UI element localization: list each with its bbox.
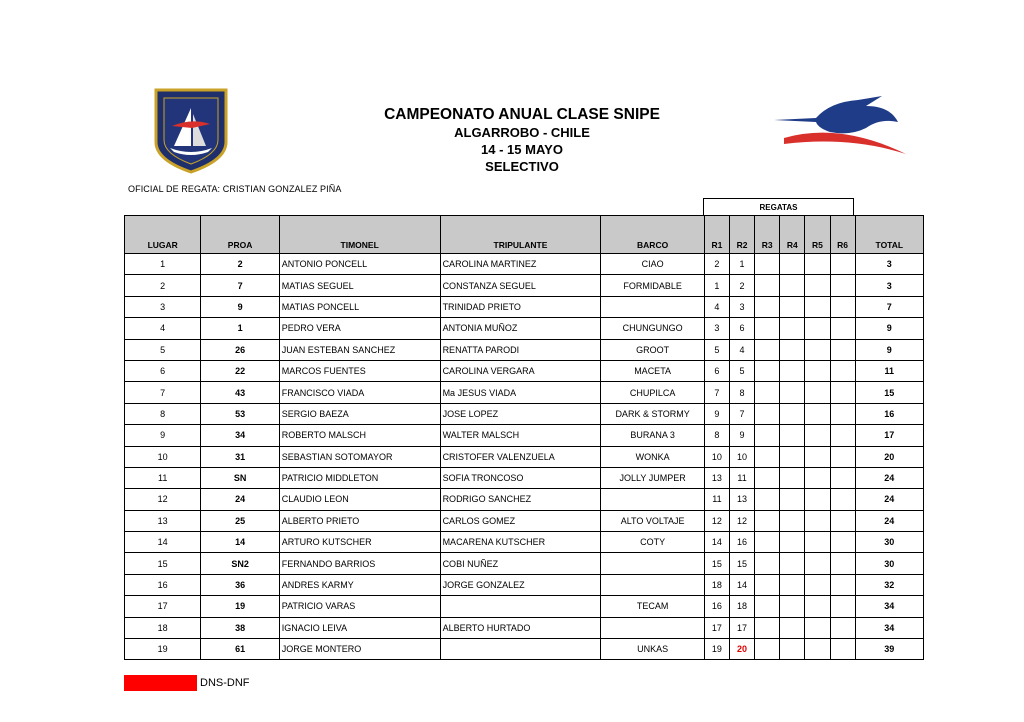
table-row [125, 360, 924, 381]
col-lugar: LUGAR [125, 216, 201, 254]
cell-r6 [830, 532, 855, 553]
cell-r1: 6 [704, 360, 729, 381]
cell-total: 39 [855, 639, 923, 660]
cell-r2: 2 [730, 275, 755, 296]
cell-r5 [805, 360, 830, 381]
cell-r1: 18 [704, 574, 729, 595]
cell-r2: 17 [730, 617, 755, 638]
cell-r4 [780, 296, 805, 317]
event-subtitle: SELECTIVO [485, 159, 559, 174]
cell-lugar: 10 [125, 446, 201, 467]
cell-total: 9 [855, 318, 923, 339]
cell-lugar: 17 [125, 596, 201, 617]
table-header-row [125, 216, 924, 254]
cell-timonel: MARCOS FUENTES [279, 360, 440, 381]
cell-r4 [780, 275, 805, 296]
col-timonel: TIMONEL [279, 216, 440, 254]
cell-timonel: MATIAS SEGUEL [279, 275, 440, 296]
cell-r4 [780, 617, 805, 638]
cell-r6 [830, 574, 855, 595]
cell-lugar: 1 [125, 254, 201, 275]
cell-proa: 43 [201, 382, 279, 403]
cell-tripulante: SOFIA TRONCOSO [440, 467, 601, 488]
cell-proa: 24 [201, 489, 279, 510]
cell-r6 [830, 318, 855, 339]
cell-proa: 9 [201, 296, 279, 317]
cell-total: 30 [855, 532, 923, 553]
cell-r4 [780, 574, 805, 595]
col-r6: R6 [830, 216, 855, 254]
cell-r5 [805, 382, 830, 403]
cell-barco [601, 489, 705, 510]
cell-timonel: ALBERTO PRIETO [279, 510, 440, 531]
cell-r3 [755, 425, 780, 446]
cell-r6 [830, 254, 855, 275]
cell-r1: 15 [704, 553, 729, 574]
cell-r3 [755, 296, 780, 317]
cell-lugar: 3 [125, 296, 201, 317]
cell-timonel: PEDRO VERA [279, 318, 440, 339]
table-row [125, 339, 924, 360]
cell-r2: 9 [730, 425, 755, 446]
cell-r1: 10 [704, 446, 729, 467]
cell-r4 [780, 467, 805, 488]
cell-barco: DARK & STORMY [601, 403, 705, 424]
col-r5: R5 [805, 216, 830, 254]
race-officer: OFICIAL DE REGATA: CRISTIAN GONZALEZ PIÑA [128, 184, 342, 194]
cell-timonel: CLAUDIO LEON [279, 489, 440, 510]
cell-lugar: 13 [125, 510, 201, 531]
cell-lugar: 16 [125, 574, 201, 595]
cell-r3 [755, 574, 780, 595]
col-r3: R3 [755, 216, 780, 254]
cell-r1: 8 [704, 425, 729, 446]
cell-r5 [805, 254, 830, 275]
table-row [125, 617, 924, 638]
cell-r3 [755, 382, 780, 403]
cell-r5 [805, 339, 830, 360]
cell-timonel: SEBASTIAN SOTOMAYOR [279, 446, 440, 467]
cell-r6 [830, 639, 855, 660]
cell-r3 [755, 446, 780, 467]
cell-timonel: ROBERTO MALSCH [279, 425, 440, 446]
bird-logo [770, 92, 910, 162]
cell-r5 [805, 532, 830, 553]
table-row [125, 489, 924, 510]
cell-r2: 6 [730, 318, 755, 339]
cell-r3 [755, 532, 780, 553]
cell-r1: 17 [704, 617, 729, 638]
cell-barco: UNKAS [601, 639, 705, 660]
cell-timonel: JUAN ESTEBAN SANCHEZ [279, 339, 440, 360]
cell-r6 [830, 510, 855, 531]
cell-tripulante: RENATTA PARODI [440, 339, 601, 360]
cell-r5 [805, 403, 830, 424]
cell-r2: 12 [730, 510, 755, 531]
cell-r6 [830, 360, 855, 381]
cell-proa: SN [201, 467, 279, 488]
cell-barco: CHUNGUNGO [601, 318, 705, 339]
cell-tripulante: RODRIGO SANCHEZ [440, 489, 601, 510]
cell-r5 [805, 617, 830, 638]
dns-dnf-label: DNS-DNF [200, 677, 250, 689]
cell-barco: JOLLY JUMPER [601, 467, 705, 488]
cell-proa: 34 [201, 425, 279, 446]
cell-lugar: 9 [125, 425, 201, 446]
cell-r1: 19 [704, 639, 729, 660]
cell-r4 [780, 318, 805, 339]
results-table [124, 215, 924, 660]
cell-r1: 12 [704, 510, 729, 531]
cell-r4 [780, 360, 805, 381]
document-titles [322, 106, 722, 175]
cell-r2: 8 [730, 382, 755, 403]
snipe-class-logo [152, 86, 230, 174]
cell-r4 [780, 639, 805, 660]
table-row [125, 446, 924, 467]
cell-barco [601, 553, 705, 574]
cell-lugar: 6 [125, 360, 201, 381]
cell-total: 11 [855, 360, 923, 381]
cell-lugar: 5 [125, 339, 201, 360]
cell-r5 [805, 510, 830, 531]
cell-barco: GROOT [601, 339, 705, 360]
cell-tripulante [440, 639, 601, 660]
cell-barco: COTY [601, 532, 705, 553]
event-dates: 14 - 15 MAYO [481, 142, 563, 157]
cell-proa: 2 [201, 254, 279, 275]
cell-r4 [780, 403, 805, 424]
cell-r6 [830, 425, 855, 446]
cell-r4 [780, 446, 805, 467]
cell-proa: 25 [201, 510, 279, 531]
results-body [125, 254, 924, 660]
cell-proa: 7 [201, 275, 279, 296]
cell-timonel: MATIAS PONCELL [279, 296, 440, 317]
cell-timonel: ANTONIO PONCELL [279, 254, 440, 275]
cell-r6 [830, 403, 855, 424]
cell-r1: 9 [704, 403, 729, 424]
cell-r2: 15 [730, 553, 755, 574]
cell-barco: MACETA [601, 360, 705, 381]
cell-r3 [755, 510, 780, 531]
cell-r1: 4 [704, 296, 729, 317]
cell-proa: 26 [201, 339, 279, 360]
cell-barco [601, 296, 705, 317]
cell-r3 [755, 553, 780, 574]
cell-r2: 10 [730, 446, 755, 467]
cell-r3 [755, 489, 780, 510]
cell-r2: 18 [730, 596, 755, 617]
cell-timonel: FERNANDO BARRIOS [279, 553, 440, 574]
cell-proa: 53 [201, 403, 279, 424]
cell-r3 [755, 339, 780, 360]
cell-total: 32 [855, 574, 923, 595]
cell-r1: 3 [704, 318, 729, 339]
cell-r4 [780, 382, 805, 403]
cell-barco: FORMIDABLE [601, 275, 705, 296]
col-r4: R4 [780, 216, 805, 254]
cell-r4 [780, 425, 805, 446]
cell-tripulante: MACARENA KUTSCHER [440, 532, 601, 553]
cell-barco: BURANA 3 [601, 425, 705, 446]
cell-total: 3 [855, 275, 923, 296]
cell-r4 [780, 596, 805, 617]
cell-total: 34 [855, 596, 923, 617]
cell-barco: CIAO [601, 254, 705, 275]
col-r1: R1 [704, 216, 729, 254]
cell-r6 [830, 467, 855, 488]
cell-r5 [805, 489, 830, 510]
cell-barco: ALTO VOLTAJE [601, 510, 705, 531]
table-row [125, 467, 924, 488]
cell-barco [601, 617, 705, 638]
cell-tripulante: JOSE LOPEZ [440, 403, 601, 424]
col-proa: PROA [201, 216, 279, 254]
cell-tripulante: CRISTOFER VALENZUELA [440, 446, 601, 467]
cell-lugar: 18 [125, 617, 201, 638]
cell-r4 [780, 254, 805, 275]
cell-timonel: IGNACIO LEIVA [279, 617, 440, 638]
table-row [125, 532, 924, 553]
cell-r1: 16 [704, 596, 729, 617]
cell-r3 [755, 275, 780, 296]
cell-r6 [830, 617, 855, 638]
cell-tripulante: CAROLINA MARTINEZ [440, 254, 601, 275]
cell-lugar: 7 [125, 382, 201, 403]
cell-r3 [755, 360, 780, 381]
cell-tripulante: ALBERTO HURTADO [440, 617, 601, 638]
cell-r1: 5 [704, 339, 729, 360]
col-total: TOTAL [855, 216, 923, 254]
cell-tripulante: CONSTANZA SEGUEL [440, 275, 601, 296]
cell-tripulante: Ma JESUS VIADA [440, 382, 601, 403]
table-row [125, 403, 924, 424]
cell-r4 [780, 532, 805, 553]
cell-tripulante: WALTER MALSCH [440, 425, 601, 446]
cell-r5 [805, 639, 830, 660]
cell-lugar: 19 [125, 639, 201, 660]
cell-lugar: 15 [125, 553, 201, 574]
cell-proa: 19 [201, 596, 279, 617]
cell-r4 [780, 489, 805, 510]
cell-total: 17 [855, 425, 923, 446]
cell-lugar: 12 [125, 489, 201, 510]
regatas-group-header: REGATAS [703, 198, 854, 215]
cell-tripulante: ANTONIA MUÑOZ [440, 318, 601, 339]
cell-barco [601, 574, 705, 595]
cell-r4 [780, 510, 805, 531]
cell-r6 [830, 296, 855, 317]
cell-r3 [755, 596, 780, 617]
table-row [125, 553, 924, 574]
cell-r4 [780, 339, 805, 360]
cell-r6 [830, 339, 855, 360]
cell-r2: 20 [730, 639, 755, 660]
cell-proa: 36 [201, 574, 279, 595]
cell-lugar: 2 [125, 275, 201, 296]
cell-r1: 13 [704, 467, 729, 488]
cell-total: 30 [855, 553, 923, 574]
cell-total: 24 [855, 467, 923, 488]
cell-r3 [755, 403, 780, 424]
cell-total: 24 [855, 489, 923, 510]
cell-tripulante [440, 596, 601, 617]
cell-r1: 14 [704, 532, 729, 553]
cell-r1: 2 [704, 254, 729, 275]
table-row [125, 596, 924, 617]
cell-tripulante: CAROLINA VERGARA [440, 360, 601, 381]
cell-r2: 7 [730, 403, 755, 424]
cell-timonel: PATRICIO MIDDLETON [279, 467, 440, 488]
cell-r1: 7 [704, 382, 729, 403]
cell-total: 9 [855, 339, 923, 360]
cell-r2: 5 [730, 360, 755, 381]
cell-r2: 11 [730, 467, 755, 488]
cell-timonel: PATRICIO VARAS [279, 596, 440, 617]
cell-total: 15 [855, 382, 923, 403]
cell-lugar: 14 [125, 532, 201, 553]
cell-tripulante: COBI NUÑEZ [440, 553, 601, 574]
table-row [125, 574, 924, 595]
table-row [125, 425, 924, 446]
cell-barco: CHUPILCA [601, 382, 705, 403]
table-row [125, 382, 924, 403]
cell-r4 [780, 553, 805, 574]
cell-lugar: 8 [125, 403, 201, 424]
cell-barco: TECAM [601, 596, 705, 617]
cell-proa: 38 [201, 617, 279, 638]
table-row [125, 639, 924, 660]
cell-r6 [830, 446, 855, 467]
page-title: CAMPEONATO ANUAL CLASE SNIPE [384, 106, 660, 123]
cell-r6 [830, 489, 855, 510]
cell-r5 [805, 596, 830, 617]
cell-r5 [805, 446, 830, 467]
col-barco: BARCO [601, 216, 705, 254]
cell-r3 [755, 318, 780, 339]
cell-r3 [755, 254, 780, 275]
table-row [125, 254, 924, 275]
cell-timonel: ANDRES KARMY [279, 574, 440, 595]
cell-r2: 1 [730, 254, 755, 275]
cell-total: 7 [855, 296, 923, 317]
cell-r3 [755, 467, 780, 488]
cell-proa: SN2 [201, 553, 279, 574]
cell-proa: 1 [201, 318, 279, 339]
cell-total: 3 [855, 254, 923, 275]
cell-r5 [805, 467, 830, 488]
cell-r6 [830, 596, 855, 617]
cell-total: 20 [855, 446, 923, 467]
cell-r5 [805, 574, 830, 595]
cell-proa: 14 [201, 532, 279, 553]
cell-total: 24 [855, 510, 923, 531]
cell-r3 [755, 617, 780, 638]
cell-tripulante: JORGE GONZALEZ [440, 574, 601, 595]
cell-timonel: SERGIO BAEZA [279, 403, 440, 424]
cell-r6 [830, 275, 855, 296]
cell-total: 16 [855, 403, 923, 424]
cell-r1: 11 [704, 489, 729, 510]
cell-proa: 61 [201, 639, 279, 660]
cell-tripulante: CARLOS GOMEZ [440, 510, 601, 531]
table-row [125, 318, 924, 339]
cell-r2: 4 [730, 339, 755, 360]
cell-tripulante: TRINIDAD PRIETO [440, 296, 601, 317]
cell-r6 [830, 553, 855, 574]
cell-r5 [805, 296, 830, 317]
cell-r2: 16 [730, 532, 755, 553]
cell-r2: 3 [730, 296, 755, 317]
cell-timonel: JORGE MONTERO [279, 639, 440, 660]
cell-timonel: ARTURO KUTSCHER [279, 532, 440, 553]
location: ALGARROBO - CHILE [454, 125, 590, 140]
cell-timonel: FRANCISCO VIADA [279, 382, 440, 403]
cell-r3 [755, 639, 780, 660]
cell-barco: WONKA [601, 446, 705, 467]
cell-total: 34 [855, 617, 923, 638]
cell-proa: 31 [201, 446, 279, 467]
table-row [125, 510, 924, 531]
cell-r5 [805, 318, 830, 339]
cell-proa: 22 [201, 360, 279, 381]
dns-dnf-swatch [124, 675, 197, 691]
cell-r2: 13 [730, 489, 755, 510]
col-tripulante: TRIPULANTE [440, 216, 601, 254]
cell-r5 [805, 553, 830, 574]
cell-r2: 14 [730, 574, 755, 595]
cell-lugar: 11 [125, 467, 201, 488]
cell-lugar: 4 [125, 318, 201, 339]
cell-r6 [830, 382, 855, 403]
table-row [125, 296, 924, 317]
col-r2: R2 [730, 216, 755, 254]
cell-r5 [805, 425, 830, 446]
table-row [125, 275, 924, 296]
cell-r5 [805, 275, 830, 296]
cell-r1: 1 [704, 275, 729, 296]
